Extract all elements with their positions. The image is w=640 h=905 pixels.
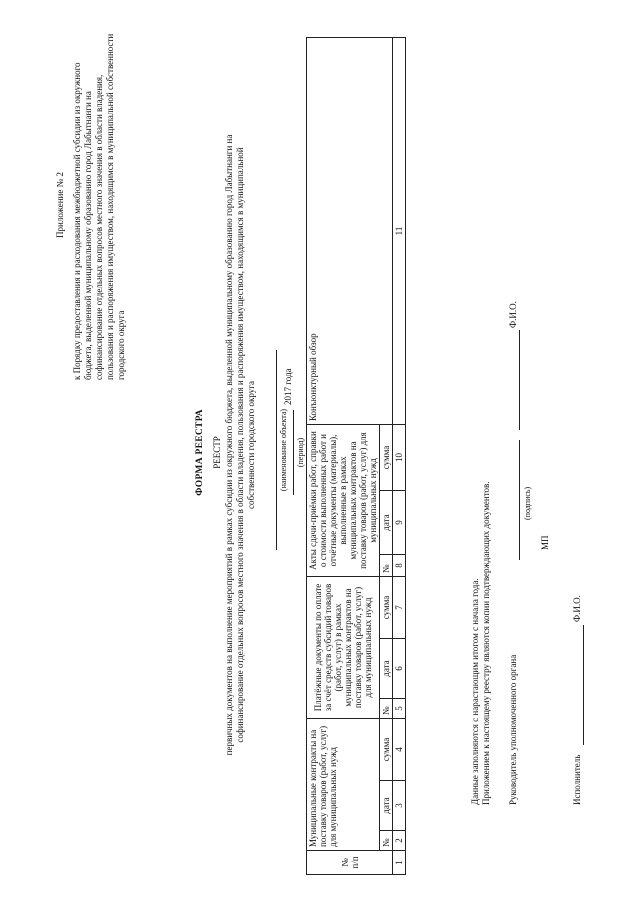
header-contracts: Муниципальные контракты на поставку товаров (работ, услуг) для муниципальных нужд	[307, 719, 380, 851]
form-title: ФОРМА РЕЕСТРА	[195, 409, 205, 496]
col-number: 10	[393, 425, 406, 491]
header-num: № п/п	[307, 851, 393, 875]
col-number: 1	[393, 851, 406, 875]
subheader-no: №	[380, 699, 393, 719]
subheader-date: дата	[380, 781, 393, 831]
subheader-sum: сумма	[380, 425, 393, 491]
col-number: 4	[393, 719, 406, 781]
head-signature-line	[519, 440, 520, 560]
header-payments: Платёжные документы по оплате за счёт средств субсидий товаров (работ, услуг) в рамках муниципальных контрактов на поставку товаров (работ, услуг) для муниципальных нужд	[307, 577, 380, 719]
registry-description: первичных документов на выполнение мероприятий в рамках субсидии из окружного бюджета, выделенной муниципальному образованию город Лабытнанги на софинансирование отдельных вопросов местного значения в области владения, пользования и распоряжения имуществом, находящимся в муниципальной собственности городского округа	[224, 134, 256, 756]
year-text: 2017 года	[283, 368, 293, 405]
executor-label: Исполнитель	[572, 754, 582, 805]
col-number: 9	[393, 491, 406, 555]
executor-line	[583, 625, 584, 745]
subheader-date: дата	[380, 639, 393, 699]
header-review: Конъюнктурный обзор	[307, 38, 393, 425]
col-number: 5	[393, 699, 406, 719]
head-fio: Ф.И.О.	[508, 301, 518, 328]
head-fio-line	[519, 330, 520, 430]
subheader-no: №	[380, 831, 393, 851]
col-number: 7	[393, 577, 406, 639]
note-line-1: Данные заполняются с нарастающим итогом с начала года.	[470, 578, 480, 805]
subheader-no: №	[380, 555, 393, 577]
executor-fio: Ф.И.О.	[572, 595, 582, 622]
signature-caption: (подпись)	[523, 486, 532, 520]
period-line	[293, 410, 294, 495]
object-name-line	[276, 350, 277, 550]
stamp-mark: МП	[540, 535, 550, 550]
header-acts: Акты сдачи-приёмки работ, справки о стоимости выполненных работ и отчётные документы (материалы), выполненные в рамках муниципальных контрактов на поставку товаров (работ, услуг) для муниципальных нужд	[307, 425, 380, 577]
col-number: 8	[393, 555, 406, 577]
registry-heading: РЕЕСТР	[212, 436, 222, 469]
head-label: Руководитель уполномоченного органа	[508, 654, 518, 805]
note-line-2: Приложением к настоящему реестру являются копии подтверждающих документов.	[481, 481, 491, 805]
appendix-block	[55, 30, 127, 380]
subheader-date: дата	[380, 491, 393, 555]
period-caption: (период)	[296, 437, 305, 468]
col-number: 6	[393, 639, 406, 699]
object-caption: (наименование объекта)	[279, 408, 288, 492]
subheader-sum: сумма	[380, 719, 393, 781]
col-number: 3	[393, 781, 406, 831]
appendix-number: Приложение № 2	[55, 172, 65, 238]
subheader-sum: сумма	[380, 577, 393, 639]
col-number: 11	[393, 38, 406, 425]
appendix-text: к Порядку предоставления и расходования межбюджетной субсидии из окружного бюджета, выделенной муниципальному образованию город Лабытнанги на софинансирование отдельных вопросов местного значения в области владения, пользования и распоряжения имуществом, находящимся в муниципальной собственности городского округа	[72, 33, 126, 380]
registry-table	[306, 37, 406, 875]
col-number: 2	[393, 831, 406, 851]
